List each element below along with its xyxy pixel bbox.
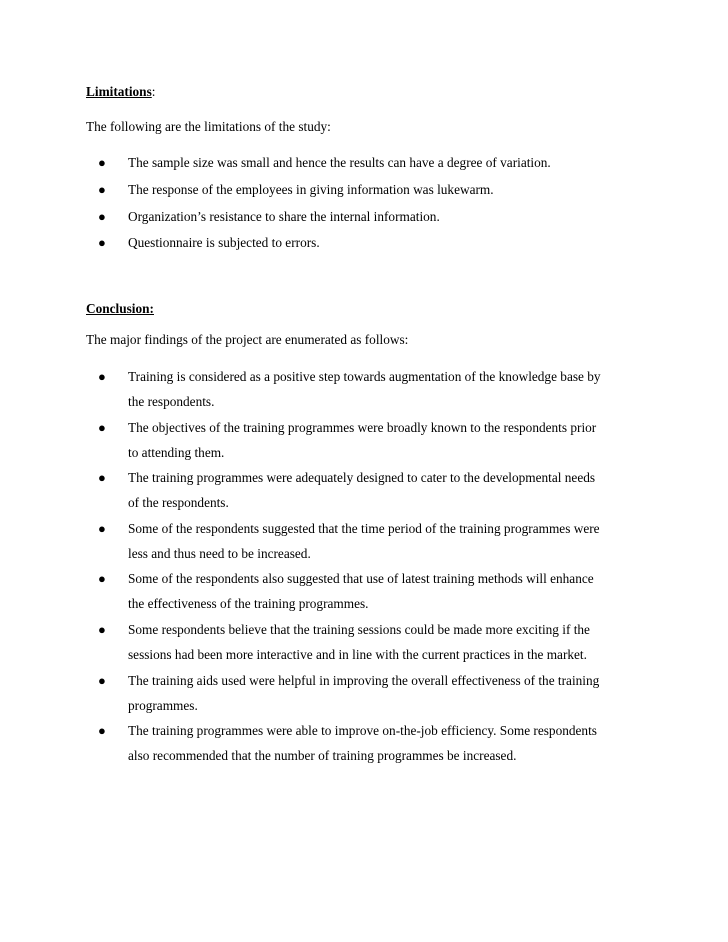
bullet-icon: ● <box>98 208 106 224</box>
conclusion-item-text: also recommended that the number of training programmes be increased. <box>128 748 517 764</box>
limitations-intro: The following are the limitations of the study: <box>86 119 331 134</box>
limitation-item-text: Questionnaire is subjected to errors. <box>128 235 320 251</box>
bullet-icon: ● <box>98 470 106 486</box>
limitation-item-text: The response of the employees in giving information was lukewarm. <box>128 181 494 197</box>
bullet-icon: ● <box>98 672 106 688</box>
bullet-icon: ● <box>98 155 106 170</box>
limitations-heading-text: Limitations <box>86 84 152 99</box>
bullet-icon: ● <box>98 419 106 435</box>
limitations-heading-colon: : <box>151 84 156 99</box>
conclusion-item-text: of the respondents. <box>128 495 229 511</box>
conclusion-intro: The major findings of the project are enumerated as follows: <box>86 332 409 347</box>
bullet-icon: ● <box>98 622 106 637</box>
bullet-icon: ● <box>98 369 106 384</box>
conclusion-item-text: The training programmes were able to improve on-the-job efficiency. Some respondents <box>128 723 597 739</box>
conclusion-item-text: Some respondents believe that the training sessions could be made more exciting if the <box>128 622 590 637</box>
conclusion-heading-text: Conclusion: <box>86 301 154 316</box>
conclusion-item-text: the effectiveness of the training programmes. <box>128 596 369 612</box>
conclusion-item-text: The training aids used were helpful in improving the overall effectiveness of the training <box>128 672 600 688</box>
bullet-icon: ● <box>98 235 106 251</box>
conclusion-item-text: to attending them. <box>128 444 225 460</box>
conclusion-item-text: The objectives of the training programmes were broadly known to the respondents prior <box>128 419 597 435</box>
conclusion-item-text: the respondents. <box>128 394 215 409</box>
bullet-icon: ● <box>98 723 106 739</box>
limitations-heading <box>86 84 155 100</box>
conclusion-item-text: Training is considered as a positive step towards augmentation of the knowledge base by <box>128 369 601 384</box>
conclusion-item-text: Some of the respondents suggested that the time period of the training programmes were <box>128 520 600 536</box>
bullet-icon: ● <box>98 181 106 197</box>
bullet-icon: ● <box>98 571 106 587</box>
conclusion-item-text: sessions had been more interactive and in line with the current practices in the market. <box>128 647 587 662</box>
limitation-item-text: The sample size was small and hence the results can have a degree of variation. <box>128 155 551 170</box>
limitation-item-text: Organization’s resistance to share the internal information. <box>128 208 440 224</box>
conclusion-heading <box>86 301 154 317</box>
conclusion-item-text: Some of the respondents also suggested that use of latest training methods will enhance <box>128 571 594 587</box>
bullet-icon: ● <box>98 520 106 536</box>
conclusion-item-text: programmes. <box>128 697 198 713</box>
conclusion-item-text: The training programmes were adequately designed to cater to the developmental needs <box>128 470 596 486</box>
conclusion-item-text: less and thus need to be increased. <box>128 545 311 561</box>
